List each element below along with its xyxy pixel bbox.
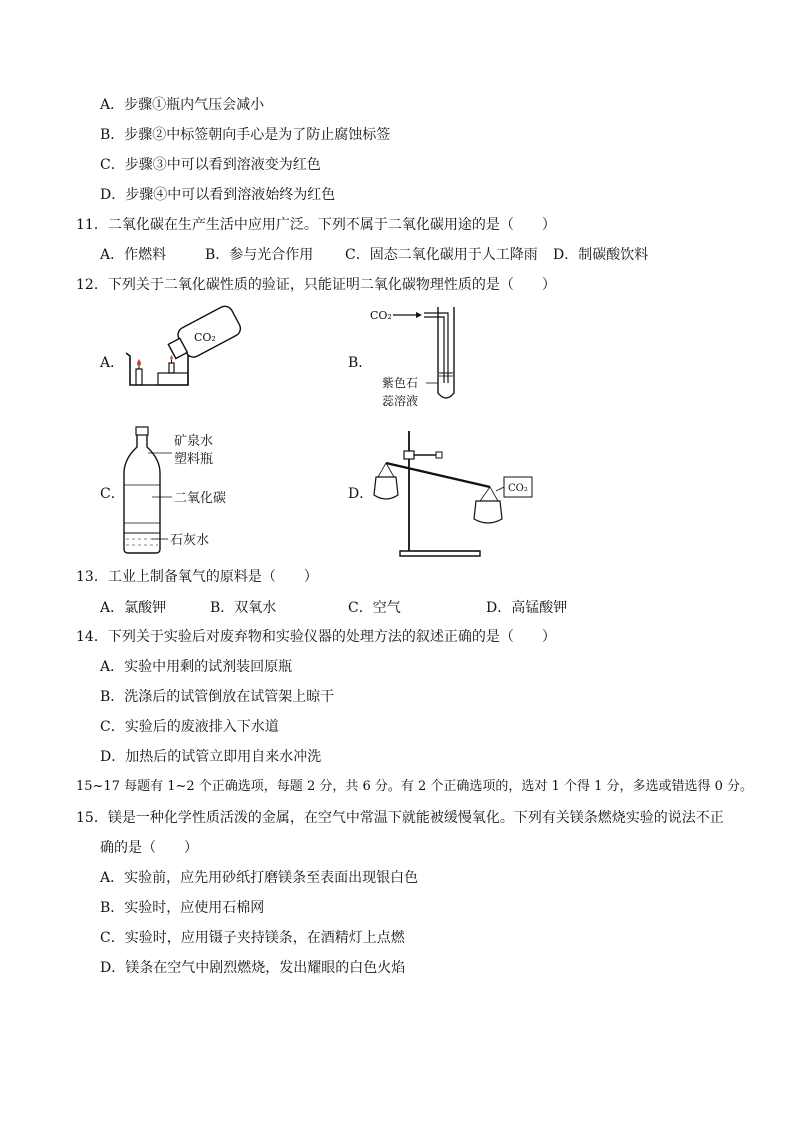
q14-option-b: B．洗涤后的试管倒放在试管架上晾干: [100, 689, 335, 705]
figure-c-liquid-label: 石灰水: [170, 533, 210, 548]
q12-label-d: D．: [348, 486, 374, 502]
q11-option-c: C．固态二氧化碳用于人工降雨: [345, 247, 538, 263]
q15-stem-line1: 15．镁是一种化学性质活泼的金属，在空气中常温下就能被缓慢氧化。下列有关镁条燃烧实验的说法不正: [76, 810, 724, 826]
figure-b-test-tube: [368, 303, 478, 411]
q15-option-a: A．实验前，应先用砂纸打磨镁条至表面出现银白色: [100, 870, 419, 886]
q13-option-b: B．双氧水: [210, 600, 277, 616]
figure-c-bottle-line1: 矿泉水: [174, 434, 214, 449]
q11-option-d: D．制碳酸饮料: [553, 247, 649, 263]
q11-stem: 11．二氧化碳在生产生活中应用广泛。下列不属于二氧化碳用途的是（ ）: [76, 217, 556, 233]
q10-option-d: D．步骤④中可以看到溶液始终为红色: [100, 187, 336, 203]
q12-label-a: A．: [100, 355, 125, 371]
q10-option-c: C．步骤③中可以看到溶液变为红色: [100, 157, 321, 173]
q11-option-a: A．作燃料: [100, 247, 167, 263]
q15-option-d: D．镁条在空气中剧烈燃烧，发出耀眼的白色火焰: [100, 960, 406, 976]
q14-option-c: C．实验后的废液排入下水道: [100, 719, 279, 735]
q15-option-b: B．实验时，应使用石棉网: [100, 900, 265, 916]
figure-c-gas-label: 二氧化碳: [174, 491, 227, 506]
figure-b-solution-line1: 紫色石: [382, 376, 419, 390]
figure-d-co2-label: CO₂: [508, 483, 528, 494]
q15-stem-line2: 确的是（ ）: [100, 840, 198, 856]
q10-option-b: B．步骤②中标签朝向手心是为了防止腐蚀标签: [100, 127, 391, 143]
q15-option-c: C．实验时，应用镊子夹持镁条，在酒精灯上点燃: [100, 930, 405, 946]
q14-option-a: A．实验中用剩的试剂装回原瓶: [100, 659, 293, 675]
figure-a-candles-beaker: [118, 305, 248, 390]
q11-option-b: B．参与光合作用: [205, 247, 314, 263]
figure-d-balance: [368, 425, 538, 560]
q13-option-c: C．空气: [348, 600, 401, 616]
figure-b-solution-line2: 蕊溶液: [382, 394, 419, 408]
figure-b-co2-label: CO₂: [370, 309, 392, 322]
q13-option-a: A．氯酸钾: [100, 600, 167, 616]
figure-c-bottle-line2: 塑料瓶: [174, 452, 214, 467]
q14-stem: 14．下列关于实验后对废弃物和实验仪器的处理方法的叙述正确的是（ ）: [76, 629, 556, 645]
q12-label-c: C．: [100, 486, 125, 502]
q12-label-b: B．: [348, 355, 373, 371]
q10-option-a: A．步骤①瓶内气压会减小: [100, 97, 265, 113]
figure-a-co2-label: CO₂: [194, 331, 216, 344]
q14-option-d: D．加热后的试管立即用自来水冲洗: [100, 749, 322, 765]
figure-c-plastic-bottle: [118, 425, 248, 557]
section-note: 15~17 每题有 1~2 个正确选项，每题 2 分，共 6 分。有 2 个正确选项的，选对 1 个得 1 分，多选或错选得 0 分。: [76, 779, 754, 794]
q13-stem: 13．工业上制备氧气的原料是（ ）: [76, 569, 318, 585]
q13-option-d: D．高锰酸钾: [486, 600, 568, 616]
q12-stem: 12．下列关于二氧化碳性质的验证，只能证明二氧化碳物理性质的是（ ）: [76, 277, 556, 293]
